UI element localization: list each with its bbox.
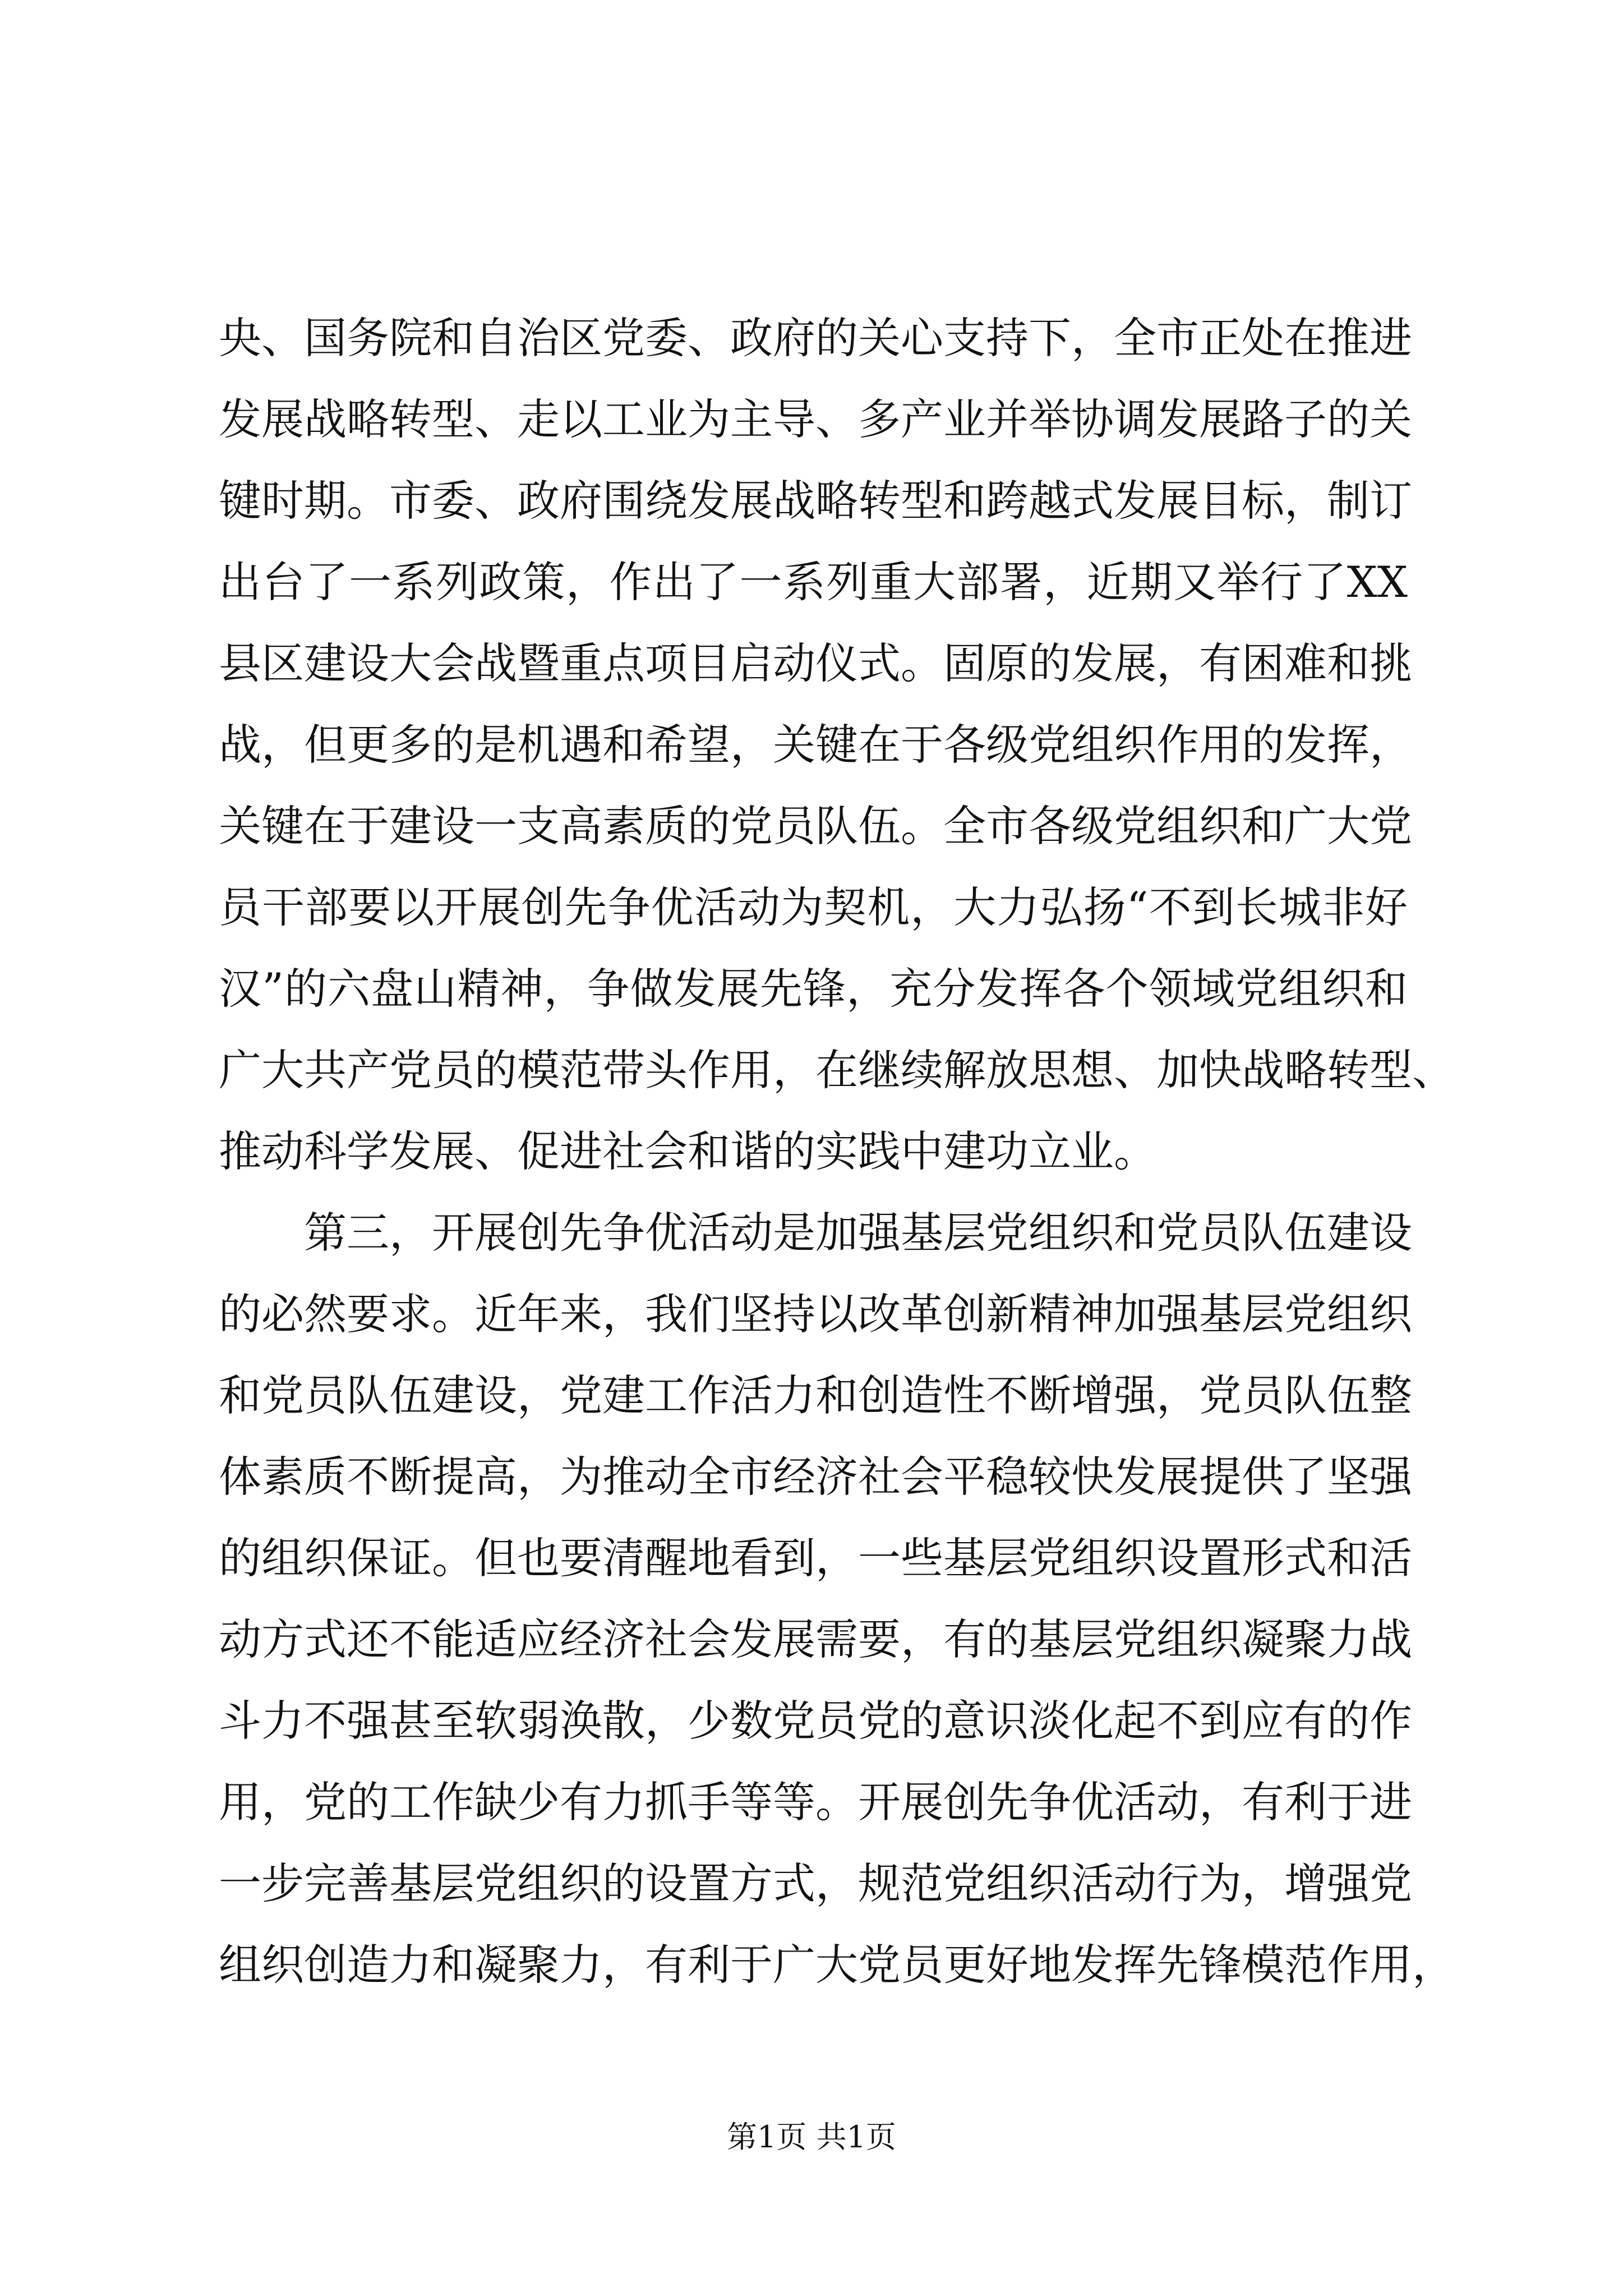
text-line: 员干部要以开展创先争优活动为契机，大力弘扬“不到长城非好 xyxy=(219,882,1408,932)
text-line: 键时期。市委、政府围绕发展战略转型和跨越式发展目标，制订 xyxy=(219,476,1412,526)
text-line: 关键在于建设一支高素质的党员队伍。全市各级党组织和广大党 xyxy=(219,801,1412,851)
text-line: 县区建设大会战暨重点项目启动仪式。固原的发展，有困难和挑 xyxy=(219,638,1412,688)
text-line: 和党员队伍建设，党建工作活力和创造性不断增强，党员队伍整 xyxy=(219,1370,1412,1420)
text-line: 的组织保证。但也要清醒地看到，一些基层党组织设置形式和活 xyxy=(219,1533,1412,1583)
text-line: 出台了一系列政策，作出了一系列重大部署，近期又举行了XX xyxy=(219,557,1408,607)
page-footer: 第1页 共1页 xyxy=(727,2119,896,2155)
text-line: 斗力不强甚至软弱涣散，少数党员党的意识淡化起不到应有的作 xyxy=(219,1696,1412,1746)
text-line: 体素质不断提高，为推动全市经济社会平稳较快发展提供了坚强 xyxy=(219,1452,1412,1502)
text-line: 用，党的工作缺少有力抓手等等。开展创先争优活动，有利于进 xyxy=(219,1777,1412,1827)
text-line: 动方式还不能适应经济社会发展需要，有的基层党组织凝聚力战 xyxy=(219,1614,1412,1664)
text-line: 发展战略转型、走以工业为主导、多产业并举协调发展路子的关 xyxy=(219,394,1412,444)
text-line: 央、国务院和自治区党委、政府的关心支持下，全市正处在推进 xyxy=(219,313,1412,363)
text-line: 广大共产党员的模范带头作用，在继续解放思想、加快战略转型、 xyxy=(219,1045,1455,1095)
text-line: 的必然要求。近年来，我们坚持以改革创新精神加强基层党组织 xyxy=(219,1289,1412,1339)
text-line: 战，但更多的是机遇和希望，关键在于各级党组织作用的发挥， xyxy=(219,720,1412,770)
body-text xyxy=(219,297,1455,2005)
text-line: 一步完善基层党组织的设置方式，规范党组织活动行为，增强党 xyxy=(219,1858,1412,1908)
paragraph-first-line: 第三，开展创先争优活动是加强基层党组织和党员队伍建设 xyxy=(304,1208,1412,1258)
text-line: 组织创造力和凝聚力，有利于广大党员更好地发挥先锋模范作用， xyxy=(219,1940,1455,1990)
text-line: 汉”的六盘山精神，争做发展先锋，充分发挥各个领域党组织和 xyxy=(219,964,1408,1014)
paragraph-last-line: 推动科学发展、促进社会和谐的实践中建功立业。 xyxy=(219,1126,1156,1176)
